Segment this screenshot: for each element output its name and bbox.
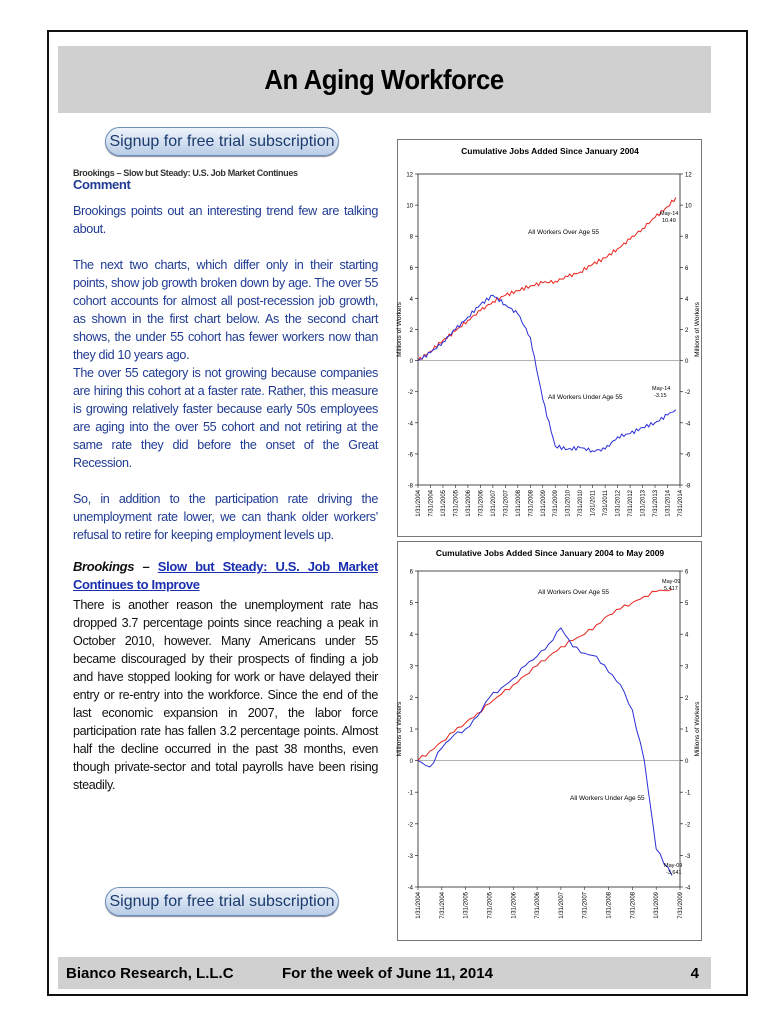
y-tick-label-left: 4 bbox=[409, 632, 413, 639]
x-tick-label: 7/31/2013 bbox=[653, 490, 660, 517]
source-link[interactable]: Slow but Steady: U.S. Job Market Continues to Improve bbox=[73, 559, 378, 592]
y-tick-label-left: 12 bbox=[406, 172, 413, 179]
x-tick-label: 7/31/2012 bbox=[628, 490, 635, 517]
y-tick-label-right: 0 bbox=[685, 359, 689, 366]
x-tick-label: 7/31/2006 bbox=[478, 490, 485, 517]
y-tick-label-left: 1 bbox=[409, 727, 413, 734]
paragraph-4: So, in addition to the participation rate driving the unemployment rate lower, we can thank older workers’ refusal to retire for keeping employment levels up. bbox=[73, 492, 378, 542]
article-text bbox=[73, 170, 378, 794]
y-tick-label-left: -4 bbox=[407, 885, 413, 892]
series-line-under-55 bbox=[418, 295, 676, 452]
y-tick-label-right: 12 bbox=[685, 172, 692, 179]
paragraph-3: The over 55 category is not growing because companies are hiring this cohort at a faster rate. Rather, this measure is growing relatively faster because early 50s employees are aging into the over 55 cohort and not retiring at the same rate they did before the onset of the Great Recession. bbox=[73, 366, 378, 470]
y-tick-label-right: -4 bbox=[685, 885, 691, 892]
y-tick-label-right: 6 bbox=[685, 265, 689, 272]
x-tick-label: 1/31/2014 bbox=[665, 490, 672, 517]
y-tick-label-left: 4 bbox=[409, 296, 413, 303]
x-tick-label: 7/31/2004 bbox=[439, 892, 446, 919]
y-tick-label-right: 0 bbox=[685, 759, 689, 766]
chart-2-svg bbox=[398, 542, 703, 942]
source-quote: There is another reason the unemployment rate has dropped 3.7 percentage points since reaching a peak in October 2010, however. Many Americans under 55 became discouraged by their prospects of finding a job and have stopped looking for work or have delayed their entry or re-entry into the workforce. Since the end of the last economic expansion in 2007, the labor force participation rate has fallen 3.2 percentage points. Almost half the decline occurred in the past 38 months, even though private-sector and total payrolls have been rising steadily. bbox=[73, 598, 378, 792]
y-tick-label-right: 5 bbox=[685, 601, 689, 608]
x-tick-label: 7/31/2010 bbox=[578, 490, 585, 517]
annotation-value: 10.49 bbox=[662, 218, 676, 224]
y-tick-label-right: -8 bbox=[685, 483, 691, 490]
footer-page-number: 4 bbox=[690, 964, 699, 982]
y-tick-label-left: 3 bbox=[409, 664, 413, 671]
y-tick-label-right: -4 bbox=[685, 421, 691, 428]
plot-area bbox=[418, 571, 683, 887]
signup-button-bottom[interactable]: Signup for free trial subscription bbox=[105, 887, 339, 916]
x-tick-label: 7/31/2006 bbox=[535, 892, 542, 919]
chart-1-svg bbox=[398, 140, 703, 538]
y-tick-label-right: -3 bbox=[685, 853, 691, 860]
x-tick-label: 7/31/2005 bbox=[453, 490, 460, 517]
cut-off-line: Brookings – Slow but Steady: U.S. Job Market Continues bbox=[73, 168, 298, 178]
y-tick-label-left: 6 bbox=[409, 265, 413, 272]
y-tick-label-right: 4 bbox=[685, 296, 689, 303]
y-tick-label-left: -3 bbox=[407, 853, 413, 860]
annotation-value: -3.641 bbox=[666, 870, 682, 876]
y-tick-label-left: 2 bbox=[409, 695, 413, 702]
series-line-over-55 bbox=[418, 589, 672, 760]
x-tick-label: 7/31/2009 bbox=[553, 490, 560, 517]
x-tick-label: 1/31/2008 bbox=[515, 490, 522, 517]
y-axis-label-right: Millions of Workers bbox=[694, 701, 701, 757]
y-tick-label-right: -2 bbox=[685, 822, 691, 829]
footer-week: For the week of June 11, 2014 bbox=[282, 964, 493, 982]
chart-2 bbox=[397, 541, 702, 941]
x-tick-label: 7/31/2007 bbox=[503, 490, 510, 517]
y-tick-label-right: 4 bbox=[685, 632, 689, 639]
y-tick-label-left: 8 bbox=[409, 234, 413, 241]
x-tick-label: 1/31/2013 bbox=[640, 490, 647, 517]
series-label-under-55: All Workers Under Age 55 bbox=[570, 795, 645, 802]
source-line bbox=[73, 558, 378, 594]
x-tick-label: 1/31/2012 bbox=[615, 490, 622, 517]
series-label-over-55: All Workers Over Age 55 bbox=[528, 229, 600, 236]
x-tick-label: 1/31/2004 bbox=[416, 490, 422, 517]
x-tick-label: 1/31/2005 bbox=[440, 490, 447, 517]
page-title: An Aging Workforce bbox=[264, 63, 505, 95]
y-tick-label-right: 1 bbox=[685, 727, 689, 734]
y-tick-label-left: 0 bbox=[409, 759, 413, 766]
y-tick-label-left: -1 bbox=[407, 790, 413, 797]
y-axis-label-right: Millions of Workers bbox=[694, 302, 701, 357]
chart-1 bbox=[397, 139, 702, 537]
x-tick-label: 1/31/2007 bbox=[490, 490, 497, 517]
y-axis-label-left: Millions of Workers bbox=[396, 302, 403, 357]
y-tick-label-left: -8 bbox=[407, 483, 413, 490]
annotation-value: 5.417 bbox=[664, 586, 678, 592]
x-tick-label: 1/31/2004 bbox=[416, 892, 422, 919]
signup-button-top[interactable]: Signup for free trial subscription bbox=[105, 127, 339, 156]
x-tick-label: 7/31/2008 bbox=[528, 490, 535, 517]
x-tick-label: 1/31/2006 bbox=[511, 892, 518, 919]
x-tick-label: 7/31/2007 bbox=[582, 892, 589, 919]
x-tick-label: 1/31/2007 bbox=[558, 892, 565, 919]
y-tick-label-left: -4 bbox=[407, 421, 413, 428]
y-tick-label-left: 6 bbox=[409, 569, 413, 576]
annotation-date: May-09 bbox=[662, 579, 681, 585]
y-tick-label-right: -1 bbox=[685, 790, 691, 797]
title-bar bbox=[58, 46, 711, 113]
y-tick-label-left: -6 bbox=[407, 452, 413, 459]
series-label-over-55: All Workers Over Age 55 bbox=[538, 589, 610, 596]
series-line-over-55 bbox=[418, 198, 679, 361]
x-tick-label: 7/31/2004 bbox=[428, 490, 435, 517]
footer-company: Bianco Research, L.L.C bbox=[66, 964, 234, 982]
y-tick-label-right: 3 bbox=[685, 664, 689, 671]
x-tick-label: 1/31/2009 bbox=[654, 892, 661, 919]
x-tick-label: 1/31/2009 bbox=[540, 490, 547, 517]
y-tick-label-right: 2 bbox=[685, 695, 689, 702]
paragraph-1: Brookings points out an interesting trend few are talking about. bbox=[73, 204, 378, 236]
y-tick-label-left: 10 bbox=[406, 203, 413, 210]
annotation-value: -3.15 bbox=[654, 393, 667, 399]
y-tick-label-right: -2 bbox=[685, 390, 691, 397]
x-tick-label: 7/31/2011 bbox=[603, 490, 610, 517]
x-tick-label: 1/31/2005 bbox=[463, 892, 470, 919]
y-axis-label-left: Millions of Workers bbox=[396, 701, 403, 757]
y-tick-label-left: 0 bbox=[409, 359, 413, 366]
y-tick-label-left: 2 bbox=[409, 328, 413, 334]
y-tick-label-left: -2 bbox=[407, 822, 413, 829]
y-tick-label-right: -6 bbox=[685, 452, 691, 459]
x-tick-label: 7/31/2008 bbox=[630, 892, 637, 919]
y-tick-label-right: 10 bbox=[685, 203, 692, 210]
paragraph-2: The next two charts, which differ only in their starting points, show job growth broken down by age. The over 55 cohort accounts for almost all post-recession job growth, as shown in the first chart below. As the second chart shows, the under 55 cohort has fewer workers now than they did 10 years ago. bbox=[73, 258, 378, 362]
series-label-under-55: All Workers Under Age 55 bbox=[548, 394, 623, 401]
x-tick-label: 1/31/2006 bbox=[465, 490, 472, 517]
y-tick-label-left: -2 bbox=[407, 390, 413, 397]
x-tick-label: 7/31/2005 bbox=[487, 892, 494, 919]
comment-heading: Comment bbox=[73, 177, 131, 192]
x-tick-label: 7/31/2009 bbox=[678, 892, 684, 919]
y-tick-label-right: 8 bbox=[685, 234, 689, 241]
x-tick-label: 1/31/2011 bbox=[590, 490, 597, 517]
annotation-date: May-14 bbox=[652, 386, 671, 392]
footer bbox=[58, 957, 711, 989]
y-tick-label-right: 6 bbox=[685, 569, 689, 576]
series-line-under-55 bbox=[418, 628, 672, 876]
y-tick-label-left: 5 bbox=[409, 601, 413, 608]
source-name: Brookings – bbox=[73, 559, 150, 574]
x-tick-label: 7/31/2014 bbox=[678, 490, 684, 517]
chart-title: Cumulative Jobs Added Since January 2004 to May 2009 bbox=[435, 548, 665, 558]
y-tick-label-right: 2 bbox=[685, 328, 689, 334]
chart-title: Cumulative Jobs Added Since January 2004 bbox=[461, 146, 639, 156]
annotation-date: May-14 bbox=[660, 211, 679, 217]
x-tick-label: 1/31/2010 bbox=[565, 490, 572, 517]
annotation-date: May-09 bbox=[664, 863, 683, 869]
x-tick-label: 1/31/2008 bbox=[606, 892, 613, 919]
